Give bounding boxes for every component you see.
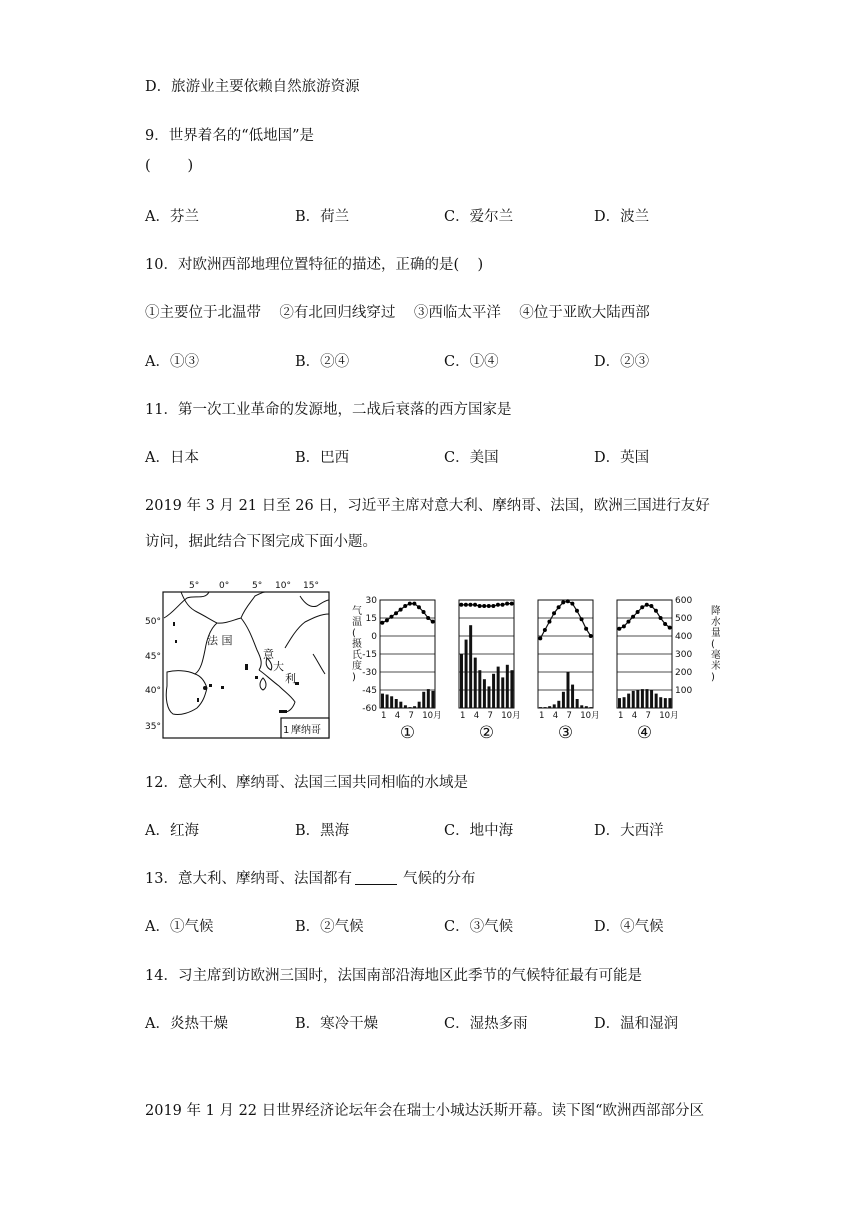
temp-point xyxy=(552,611,556,615)
precip-bar xyxy=(623,697,626,708)
x-tick-label: 1 xyxy=(381,711,387,721)
right-axis-ticks xyxy=(675,596,692,696)
lat-label: 45° xyxy=(145,652,161,662)
q13-stem xyxy=(145,869,475,889)
temp-point xyxy=(547,620,551,624)
temp-point xyxy=(557,605,561,609)
temp-point xyxy=(482,604,486,608)
right-axis-title-char: 水 xyxy=(711,617,720,628)
right-tick-label: 400 xyxy=(675,632,693,642)
x-tick-label: 7 xyxy=(487,711,493,721)
x-tick-label: 4 xyxy=(473,711,480,721)
q13-stem-before: 13．意大利、摩纳哥、法国都有 xyxy=(145,871,352,887)
figure-svg xyxy=(145,578,720,743)
temp-point xyxy=(408,602,412,606)
precip-bar xyxy=(589,707,592,708)
right-tick-label: 200 xyxy=(675,668,693,678)
precip-bar xyxy=(488,686,491,708)
q10-statements: ①主要位于北温带 ②有北回归线穿过 ③西临太平洋 ④位于亚欧大陆西部 xyxy=(145,305,650,321)
right-axis-title xyxy=(711,604,720,683)
map-lat-labels xyxy=(145,617,161,732)
temp-point xyxy=(626,620,630,624)
lat-label: 40° xyxy=(145,686,161,696)
temp-line xyxy=(382,604,432,623)
q13-stem-after: 气候的分布 xyxy=(402,871,476,887)
temp-point xyxy=(380,621,384,625)
temp-line xyxy=(619,605,669,629)
temp-point xyxy=(663,622,667,626)
q12-option-c: C．地中海 xyxy=(444,823,514,839)
q10-option-c: C．①④ xyxy=(444,354,499,370)
temp-point xyxy=(403,604,407,608)
x-tick-label: 7 xyxy=(408,711,414,721)
q12-stem: 12．意大利、摩纳哥、法国三国共同相临的水域是 xyxy=(145,775,468,791)
left-tick-label: 15 xyxy=(365,614,377,624)
temp-point xyxy=(459,603,463,607)
left-axis-ticks xyxy=(362,596,377,714)
precip-bar xyxy=(627,694,630,708)
q14-option-a: A．炎热干燥 xyxy=(145,1016,228,1032)
temp-point xyxy=(538,636,542,640)
next-intro: 2019 年 1 月 22 日世界经济论坛年会在瑞士小城达沃斯开幕。读下图“欧洲西部部分区 xyxy=(145,1103,705,1119)
q10-option-b: B．②④ xyxy=(295,354,350,370)
x-tick-label: 4 xyxy=(631,711,638,721)
precip-bar xyxy=(655,694,658,708)
precip-bar xyxy=(641,689,644,708)
temp-point xyxy=(412,602,416,606)
temp-point xyxy=(654,609,658,613)
q11-option-b: B．巴西 xyxy=(295,450,350,466)
right-tick-label: 500 xyxy=(675,614,693,624)
q9-option-c: C．爱尔兰 xyxy=(444,209,514,225)
temp-point xyxy=(636,610,640,614)
q9-option-a: A．芬兰 xyxy=(145,209,199,225)
precip-bar xyxy=(668,698,671,708)
x-tick-label: 1 xyxy=(618,711,624,721)
q13-option-c: C．③气候 xyxy=(444,919,514,935)
precip-bar xyxy=(399,702,402,708)
precip-bar xyxy=(474,658,477,708)
left-tick-label: -30 xyxy=(362,668,377,678)
q13-option-b: B．②气候 xyxy=(295,919,364,935)
climate-charts xyxy=(352,596,720,743)
left-tick-label: -60 xyxy=(362,704,377,714)
map-label-italy: 大 xyxy=(273,660,284,673)
temp-point xyxy=(501,603,505,607)
precip-bar xyxy=(664,698,667,708)
precip-bar xyxy=(497,667,500,708)
precip-bar xyxy=(585,706,588,708)
left-tick-label: -45 xyxy=(362,686,377,696)
x-tick-label: 4 xyxy=(394,711,401,721)
left-axis-title-char: 气 xyxy=(352,606,362,617)
precip-bar xyxy=(576,699,579,708)
q12-option-b: B．黑海 xyxy=(295,823,350,839)
precip-bar xyxy=(659,697,662,708)
x-tick-label: 10月 xyxy=(580,711,600,721)
x-tick-label: 10月 xyxy=(659,711,679,721)
q13-option-a: A．①气候 xyxy=(145,919,214,935)
chart-label: ③ xyxy=(557,723,574,743)
x-tick-label: 7 xyxy=(645,711,651,721)
q10-option-a: A．①③ xyxy=(145,354,199,370)
temp-point xyxy=(431,620,435,624)
precip-bar xyxy=(409,707,412,708)
x-tick-label: 1 xyxy=(539,711,545,721)
temp-point xyxy=(468,603,472,607)
temp-point xyxy=(385,618,389,622)
q12-option-d: D．大西洋 xyxy=(594,823,664,839)
monaco-callout-prefix: 1 xyxy=(283,725,290,736)
precip-bar xyxy=(427,689,430,708)
temp-point xyxy=(510,602,514,606)
temp-point xyxy=(580,617,584,621)
precip-bar xyxy=(469,625,472,708)
precip-bar xyxy=(478,670,481,708)
lat-label: 50° xyxy=(145,617,161,627)
precip-bar xyxy=(632,691,635,708)
precip-bar xyxy=(465,640,468,708)
right-axis-title-char: 量 xyxy=(711,628,720,639)
lat-label: 35° xyxy=(145,722,161,732)
chart-label: ① xyxy=(399,723,416,743)
temp-point xyxy=(399,608,403,612)
precip-bar xyxy=(646,689,649,708)
chart-label: ④ xyxy=(636,723,653,743)
q10-stem: 10．对欧洲西部地理位置特征的描述，正确的是( ) xyxy=(145,257,484,273)
q13-blank xyxy=(355,870,397,885)
precip-bar xyxy=(395,699,398,708)
precip-bar xyxy=(381,694,384,708)
q14-stem: 14．习主席到访欧洲三国时，法国南部沿海地区此季节的气候特征最有可能是 xyxy=(145,968,642,984)
temp-point xyxy=(640,605,644,609)
q14-option-c: C．湿热多雨 xyxy=(444,1016,528,1032)
precip-bar xyxy=(544,707,547,708)
temp-point xyxy=(566,599,570,603)
temp-point xyxy=(589,634,593,638)
q14-option-b: B．寒冷干燥 xyxy=(295,1016,379,1032)
precip-bar xyxy=(418,702,421,708)
q9-answer-bracket: ( ) xyxy=(145,158,194,174)
climate-chart xyxy=(538,599,600,743)
temp-point xyxy=(668,626,672,630)
x-tick-label: 10月 xyxy=(501,711,521,721)
lon-label: 15° xyxy=(303,581,319,591)
temp-point xyxy=(394,611,398,615)
right-tick-label: 300 xyxy=(675,650,693,660)
map-lon-labels xyxy=(189,581,319,591)
precip-bar xyxy=(386,695,389,709)
left-axis-title xyxy=(352,605,362,683)
precip-bar xyxy=(422,692,425,708)
precip-bar xyxy=(539,707,542,708)
precip-bar xyxy=(636,690,639,708)
temp-point xyxy=(487,604,491,608)
precip-bar xyxy=(548,706,551,708)
temp-point xyxy=(473,603,477,607)
temp-point xyxy=(631,615,635,619)
q8-option-d: D．旅游业主要依赖自然旅游资源 xyxy=(145,79,360,95)
temp-point xyxy=(491,604,495,608)
europe-map xyxy=(145,581,329,738)
precip-bar xyxy=(618,698,621,708)
left-axis-title-char: 温 xyxy=(352,617,362,628)
temp-point xyxy=(645,603,649,607)
climate-chart xyxy=(459,600,521,743)
q11-option-d: D．英国 xyxy=(594,450,650,466)
precip-bar xyxy=(510,670,513,708)
map-label-france: 法 国 xyxy=(207,634,233,647)
temp-point xyxy=(422,610,426,614)
right-tick-label: 600 xyxy=(675,596,693,606)
right-axis-title-char: 降 xyxy=(711,606,720,617)
intro-line-1: 2019 年 3 月 21 日至 26 日，习近平主席对意大利、摩纳哥、法国，欧洲三国进行友好 xyxy=(145,498,710,514)
lon-label: 5° xyxy=(189,581,200,591)
precip-bar xyxy=(390,696,393,708)
q9-stem: 9．世界着名的“低地国”是 xyxy=(145,128,315,144)
lon-label: 10° xyxy=(275,581,291,591)
climate-chart xyxy=(617,600,679,743)
q14-option-d: D．温和湿润 xyxy=(594,1016,679,1032)
q11-option-a: A．日本 xyxy=(145,450,199,466)
intro-line-2: 访问，据此结合下图完成下面小题。 xyxy=(145,534,377,550)
left-axis-title-char: ( xyxy=(352,628,356,639)
x-tick-label: 1 xyxy=(460,711,466,721)
temp-point xyxy=(417,605,421,609)
map-label-italy: 利 xyxy=(285,672,296,685)
q12-option-a: A．红海 xyxy=(145,823,199,839)
precip-bar xyxy=(492,674,495,708)
temp-point xyxy=(426,616,430,620)
precip-bar xyxy=(580,705,583,708)
q9-option-d: D．波兰 xyxy=(594,209,650,225)
precip-bar xyxy=(413,706,416,708)
temp-point xyxy=(464,603,468,607)
temp-point xyxy=(389,615,393,619)
temp-point xyxy=(649,604,653,608)
left-tick-label: 0 xyxy=(371,632,377,642)
right-axis-title-char: ( xyxy=(711,639,715,650)
precip-bar xyxy=(483,679,486,708)
precip-bar xyxy=(567,672,570,708)
x-tick-label: 10月 xyxy=(422,711,442,721)
right-axis-title-char: 米 xyxy=(711,661,720,672)
left-axis-title-char: 摄 xyxy=(352,639,362,650)
precip-bar xyxy=(506,665,509,708)
q9-option-b: B．荷兰 xyxy=(295,209,350,225)
lon-label: 0° xyxy=(219,581,230,591)
q11-option-c: C．美国 xyxy=(444,450,499,466)
right-axis-title-char: 毫 xyxy=(711,650,720,661)
temp-point xyxy=(561,600,565,604)
left-tick-label: 30 xyxy=(365,596,377,606)
x-tick-label: 7 xyxy=(566,711,572,721)
right-tick-label: 100 xyxy=(675,686,693,696)
q13-option-d: D．④气候 xyxy=(594,919,664,935)
temp-point xyxy=(617,627,621,631)
q11-stem: 11．第一次工业革命的发源地，二战后衰落的西方国家是 xyxy=(145,402,512,418)
left-axis-title-char: 度 xyxy=(352,661,362,672)
precip-bar xyxy=(404,705,407,708)
precip-bar xyxy=(431,691,434,708)
x-tick-label: 4 xyxy=(552,711,559,721)
left-axis-title-char: ) xyxy=(352,672,356,683)
map-label-italy: 意 xyxy=(263,648,274,661)
precip-bar xyxy=(562,692,565,708)
climate-chart xyxy=(380,600,442,743)
precip-bar xyxy=(650,690,653,708)
temp-point xyxy=(622,624,626,628)
temp-point xyxy=(496,603,500,607)
right-axis-title-char: ) xyxy=(711,672,715,683)
q10-option-d: D．②③ xyxy=(594,354,650,370)
temp-point xyxy=(478,604,482,608)
temp-point xyxy=(659,616,663,620)
chart-label: ② xyxy=(478,723,495,743)
monaco-callout-label: 摩纳哥 xyxy=(291,725,321,736)
precip-bar xyxy=(557,701,560,708)
left-tick-label: -15 xyxy=(362,650,377,660)
left-axis-title-char: 氏 xyxy=(352,650,362,661)
temp-point xyxy=(575,609,579,613)
temp-point xyxy=(505,602,509,606)
temp-point xyxy=(543,628,547,632)
lon-label: 5° xyxy=(252,581,263,591)
precip-bar xyxy=(460,654,463,708)
temp-point xyxy=(584,627,588,631)
temp-point xyxy=(570,602,574,606)
precip-bar xyxy=(571,685,574,708)
precip-bar xyxy=(501,677,504,708)
precip-bar xyxy=(553,704,556,708)
figure xyxy=(145,578,720,747)
